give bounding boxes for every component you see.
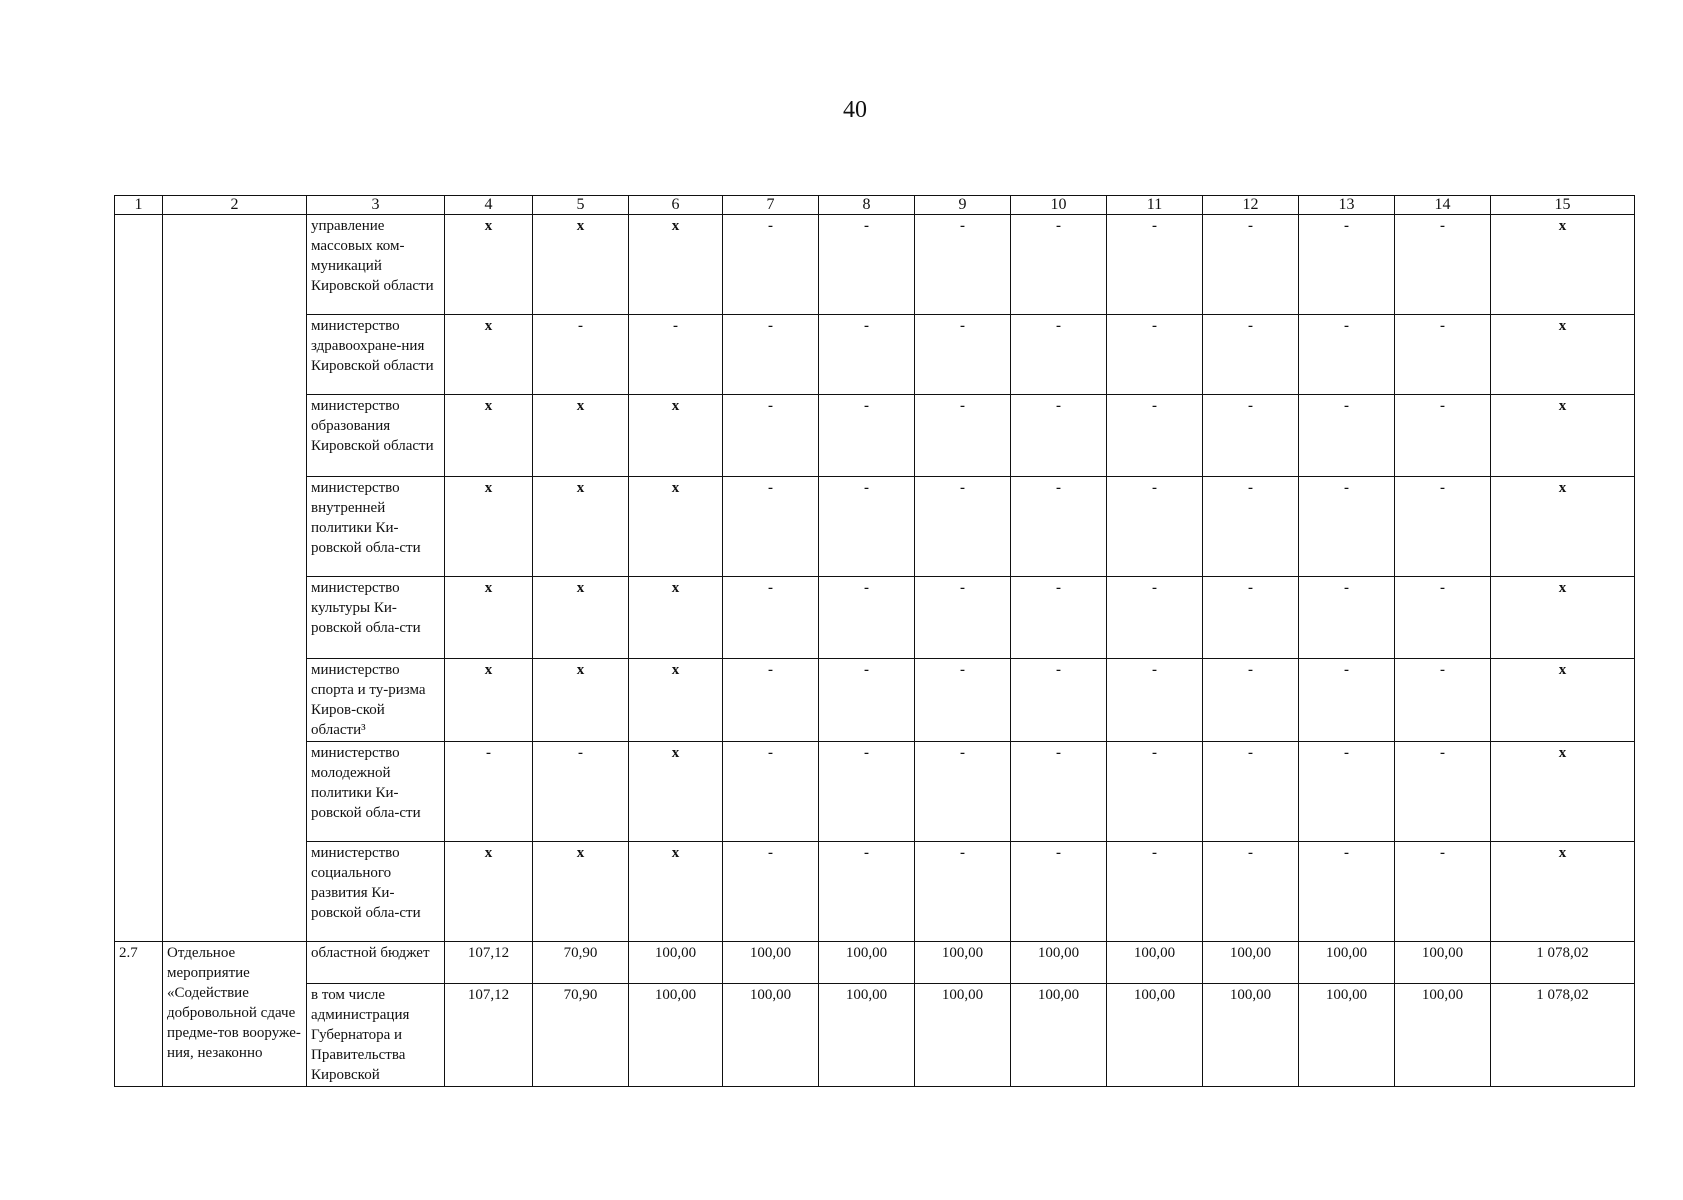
amount-cell: 70,90 <box>533 984 629 1087</box>
value-cell: - <box>445 742 533 842</box>
value-cell: - <box>1299 742 1395 842</box>
value-cell: x <box>533 395 629 477</box>
column-number-header: 14 <box>1395 196 1491 215</box>
value-cell: x <box>533 577 629 659</box>
value-cell: - <box>915 395 1011 477</box>
value-cell: - <box>723 215 819 315</box>
value-cell: - <box>819 742 915 842</box>
value-cell: x <box>445 477 533 577</box>
table-row <box>115 215 1635 315</box>
value-cell: - <box>1395 395 1491 477</box>
value-cell: x <box>1491 842 1635 942</box>
value-cell: - <box>1011 215 1107 315</box>
value-cell: - <box>1299 477 1395 577</box>
value-cell: x <box>445 659 533 742</box>
row-number-cell <box>115 215 163 942</box>
value-cell: - <box>1395 659 1491 742</box>
amount-cell: 100,00 <box>1203 942 1299 984</box>
budget-table <box>114 195 1635 1087</box>
value-cell: - <box>533 742 629 842</box>
value-cell: x <box>629 842 723 942</box>
value-cell: - <box>819 215 915 315</box>
value-cell: x <box>629 395 723 477</box>
value-cell: - <box>1107 315 1203 395</box>
executor-cell: министерство спорта и ту-ризма Киров-ской области³ <box>307 659 445 742</box>
table-row <box>115 395 1635 477</box>
value-cell: - <box>1011 315 1107 395</box>
column-number-header: 10 <box>1011 196 1107 215</box>
value-cell: x <box>445 315 533 395</box>
amount-cell: 107,12 <box>445 984 533 1087</box>
value-cell: x <box>629 477 723 577</box>
executor-cell: министерство образования Кировской области <box>307 395 445 477</box>
column-number-header: 2 <box>163 196 307 215</box>
value-cell: - <box>1203 395 1299 477</box>
value-cell: - <box>819 659 915 742</box>
column-number-header: 11 <box>1107 196 1203 215</box>
value-cell: - <box>1203 742 1299 842</box>
value-cell: - <box>915 215 1011 315</box>
amount-cell: 100,00 <box>1107 942 1203 984</box>
value-cell: - <box>1299 395 1395 477</box>
value-cell: x <box>533 477 629 577</box>
amount-cell: 100,00 <box>723 984 819 1087</box>
amount-cell: 100,00 <box>1107 984 1203 1087</box>
table-row <box>115 842 1635 942</box>
value-cell: - <box>819 842 915 942</box>
value-cell: - <box>1107 742 1203 842</box>
value-cell: - <box>1011 659 1107 742</box>
value-cell: - <box>1299 215 1395 315</box>
amount-cell: 100,00 <box>915 984 1011 1087</box>
table-row <box>115 477 1635 577</box>
column-number-header: 1 <box>115 196 163 215</box>
value-cell: - <box>1011 742 1107 842</box>
value-cell: - <box>819 395 915 477</box>
table-row <box>115 315 1635 395</box>
amount-cell: 100,00 <box>819 942 915 984</box>
amount-cell: 107,12 <box>445 942 533 984</box>
value-cell: - <box>723 742 819 842</box>
value-cell: x <box>1491 315 1635 395</box>
column-number-header: 9 <box>915 196 1011 215</box>
value-cell: - <box>723 659 819 742</box>
value-cell: - <box>1203 842 1299 942</box>
value-cell: - <box>723 477 819 577</box>
column-number-header: 6 <box>629 196 723 215</box>
executor-cell: министерство культуры Ки-ровской обла-сти <box>307 577 445 659</box>
value-cell: x <box>629 659 723 742</box>
value-cell: x <box>445 842 533 942</box>
column-number-header: 4 <box>445 196 533 215</box>
page-number: 40 <box>843 97 867 123</box>
value-cell: x <box>1491 577 1635 659</box>
value-cell: x <box>533 659 629 742</box>
value-cell: x <box>1491 477 1635 577</box>
table-row <box>115 742 1635 842</box>
amount-cell: 100,00 <box>819 984 915 1087</box>
column-number-header: 13 <box>1299 196 1395 215</box>
executor-cell: министерство молодежной политики Ки-ровской обла-сти <box>307 742 445 842</box>
value-cell: - <box>1395 577 1491 659</box>
value-cell: - <box>1395 477 1491 577</box>
value-cell: - <box>1203 215 1299 315</box>
event-name-cell <box>163 215 307 942</box>
value-cell: - <box>1107 477 1203 577</box>
funding-source-cell: областной бюджет <box>307 942 445 984</box>
value-cell: x <box>629 215 723 315</box>
table-row <box>115 577 1635 659</box>
value-cell: - <box>1299 659 1395 742</box>
executor-cell: министерство здравоохране-ния Кировской области <box>307 315 445 395</box>
value-cell: - <box>915 577 1011 659</box>
amount-cell: 100,00 <box>1299 942 1395 984</box>
amount-cell: 100,00 <box>1395 942 1491 984</box>
value-cell: - <box>1203 659 1299 742</box>
value-cell: - <box>1299 315 1395 395</box>
value-cell: - <box>915 315 1011 395</box>
value-cell: - <box>915 477 1011 577</box>
value-cell: - <box>723 577 819 659</box>
amount-cell: 100,00 <box>629 942 723 984</box>
value-cell: - <box>819 315 915 395</box>
amount-cell: 100,00 <box>915 942 1011 984</box>
value-cell: x <box>445 215 533 315</box>
executor-cell: управление массовых ком-муникаций Кировской области <box>307 215 445 315</box>
value-cell: - <box>533 315 629 395</box>
executor-cell: министерство внутренней политики Ки-ровской обла-сти <box>307 477 445 577</box>
value-cell: x <box>533 842 629 942</box>
value-cell: - <box>1107 659 1203 742</box>
amount-cell: 100,00 <box>1011 984 1107 1087</box>
executor-cell: министерство социального развития Ки-ровской обла-сти <box>307 842 445 942</box>
value-cell: x <box>533 215 629 315</box>
amount-cell: 70,90 <box>533 942 629 984</box>
value-cell: - <box>1203 315 1299 395</box>
value-cell: - <box>1203 577 1299 659</box>
value-cell: - <box>915 842 1011 942</box>
column-number-header: 15 <box>1491 196 1635 215</box>
value-cell: - <box>915 742 1011 842</box>
column-number-header: 8 <box>819 196 915 215</box>
value-cell: - <box>1203 477 1299 577</box>
value-cell: x <box>629 742 723 842</box>
amount-cell: 100,00 <box>1299 984 1395 1087</box>
amount-cell: 100,00 <box>1395 984 1491 1087</box>
value-cell: - <box>1395 742 1491 842</box>
value-cell: - <box>723 395 819 477</box>
value-cell: - <box>1107 577 1203 659</box>
table-row <box>115 659 1635 742</box>
funding-source-cell: в том числе администрация Губернатора и Правительства Кировской <box>307 984 445 1087</box>
value-cell: x <box>1491 742 1635 842</box>
amount-cell: 100,00 <box>1203 984 1299 1087</box>
table-row <box>115 942 1635 984</box>
amount-cell: 100,00 <box>1011 942 1107 984</box>
value-cell: - <box>1011 842 1107 942</box>
value-cell: x <box>1491 395 1635 477</box>
value-cell: - <box>1107 215 1203 315</box>
column-number-header: 3 <box>307 196 445 215</box>
amount-cell: 100,00 <box>723 942 819 984</box>
table-row <box>115 984 1635 1087</box>
value-cell: - <box>1395 842 1491 942</box>
value-cell: - <box>915 659 1011 742</box>
value-cell: x <box>445 577 533 659</box>
value-cell: - <box>1395 315 1491 395</box>
value-cell: - <box>1299 842 1395 942</box>
amount-cell: 1 078,02 <box>1491 942 1635 984</box>
column-number-header: 7 <box>723 196 819 215</box>
value-cell: - <box>1011 395 1107 477</box>
value-cell: - <box>1011 477 1107 577</box>
value-cell: x <box>1491 659 1635 742</box>
column-number-header: 5 <box>533 196 629 215</box>
value-cell: - <box>1011 577 1107 659</box>
value-cell: - <box>723 842 819 942</box>
value-cell: x <box>445 395 533 477</box>
value-cell: x <box>629 577 723 659</box>
value-cell: - <box>1395 215 1491 315</box>
value-cell: - <box>723 315 819 395</box>
event-name-cell: Отдельное мероприятие «Содействие добровольной сдаче предме-тов вооруже-ния, незаконно <box>163 942 307 1087</box>
column-number-header: 12 <box>1203 196 1299 215</box>
header-row <box>115 196 1635 215</box>
value-cell: x <box>1491 215 1635 315</box>
value-cell: - <box>1299 577 1395 659</box>
value-cell: - <box>819 477 915 577</box>
value-cell: - <box>819 577 915 659</box>
amount-cell: 1 078,02 <box>1491 984 1635 1087</box>
value-cell: - <box>629 315 723 395</box>
value-cell: - <box>1107 842 1203 942</box>
value-cell: - <box>1107 395 1203 477</box>
amount-cell: 100,00 <box>629 984 723 1087</box>
section-number: 2.7 <box>115 942 163 1087</box>
